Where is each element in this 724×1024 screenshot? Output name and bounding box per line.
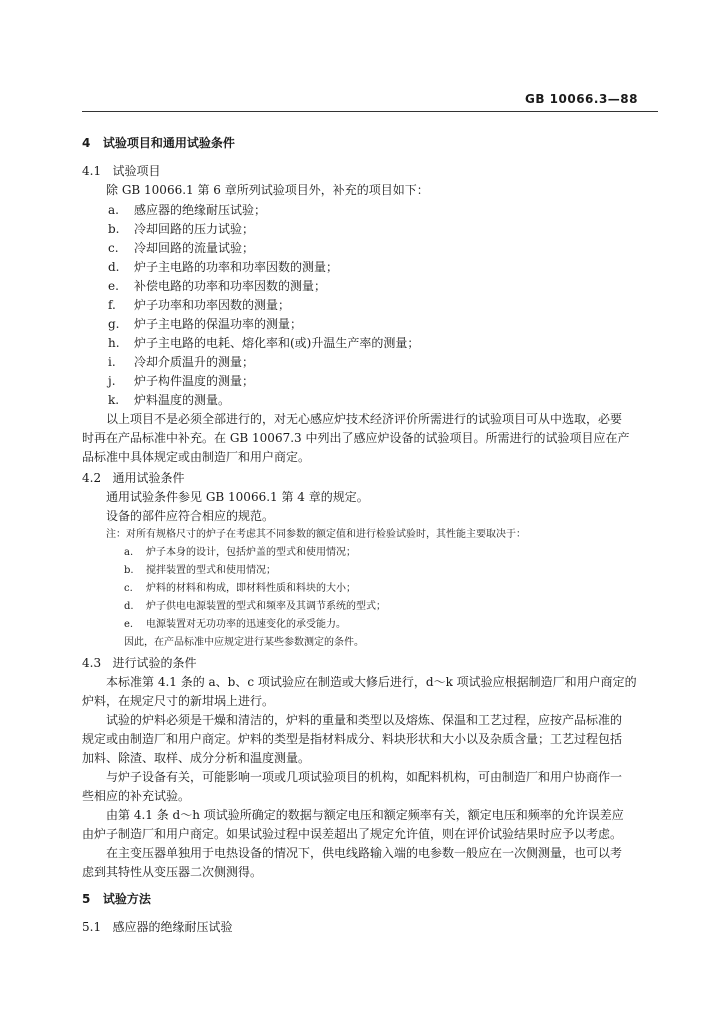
section-title: 进行试验的条件 [112, 656, 197, 670]
item-text: 冷却介质温升的测量； [134, 355, 255, 369]
item-label: c. [124, 583, 133, 594]
section-number: 4 [82, 136, 91, 150]
section-5-heading [82, 892, 151, 906]
section-title: 试验项目 [112, 164, 161, 178]
section-4-heading [82, 136, 235, 150]
item-label: f. [108, 298, 116, 312]
item-text: 炉料温度的测量。 [134, 393, 231, 407]
list-item [108, 203, 266, 217]
item-label: e. [108, 279, 119, 293]
paragraph-line: 试验的炉料必须是干燥和清洁的，炉料的重量和类型以及熔炼、保温和工艺过程，应按产品标准的 [106, 713, 623, 727]
note-item [124, 546, 356, 560]
item-label: g. [108, 317, 120, 331]
item-text: 炉子本身的设计，包括炉盖的型式和使用情况； [146, 547, 356, 558]
paragraph-line: 以上项目不是必须全部进行的，对无心感应炉技术经济评价所需进行的试验项目可从中选取，必要 [106, 412, 623, 426]
item-label: j. [108, 374, 116, 388]
section-4-1-intro: 除 GB 10066.1 第 6 章所列试验项目外，补充的项目如下： [106, 183, 429, 197]
section-number: 5 [82, 892, 91, 906]
item-label: b. [124, 565, 134, 576]
list-item [108, 317, 302, 331]
list-item [108, 393, 230, 407]
item-text: 感应器的绝缘耐压试验； [134, 203, 267, 217]
section-title: 通用试验条件 [112, 471, 185, 485]
item-text: 炉子主电路的功率和功率因数的测量； [134, 260, 339, 274]
paragraph-line: 设备的部件应符合相应的规范。 [106, 509, 275, 523]
item-text: 炉子构件温度的测量； [134, 374, 255, 388]
section-number: 4.2 [82, 471, 102, 485]
item-label: d. [124, 601, 134, 612]
section-4-1-heading [82, 164, 161, 178]
item-text: 炉子主电路的保温功率的测量； [134, 317, 303, 331]
list-item [108, 260, 338, 274]
paragraph-line: 通用试验条件参见 GB 10066.1 第 4 章的规定。 [106, 490, 369, 504]
list-item [108, 298, 290, 312]
item-text: 炉子主电路的电耗、熔化率和(或)升温生产率的测量； [134, 336, 420, 350]
item-label: a. [108, 203, 119, 217]
item-label: d. [108, 260, 120, 274]
item-label: h. [108, 336, 120, 350]
item-label: i. [108, 355, 116, 369]
paragraph-line: 在主变压器单独用于电热设备的情况下，供电线路输入端的电参数一般应在一次侧测量，也可以考 [106, 846, 623, 860]
note-end: 因此，在产品标准中应规定进行某些参数测定的条件。 [124, 637, 364, 648]
paragraph-line: 些相应的补充试验。 [82, 789, 191, 803]
list-item [108, 222, 254, 236]
paragraph-line: 品标准中具体规定或由制造厂和用户商定。 [82, 450, 311, 464]
paragraph-line: 炉料，在规定尺寸的新坩埚上进行。 [82, 694, 275, 708]
item-text: 炉子供电电源装置的型式和频率及其调节系统的型式； [146, 601, 386, 612]
item-label: c. [108, 241, 119, 255]
list-item [108, 241, 254, 255]
note-intro: 注：对所有规格尺寸的炉子在考虑其不同参数的额定值和进行检验试验时，其性能主要取决于： [106, 529, 526, 540]
note-item [124, 600, 386, 614]
paragraph-line: 时再在产品标准中补充。在 GB 10067.3 中列出了感应炉设备的试验项目。所需进行的试验项目应在产 [82, 431, 630, 445]
paragraph-line: 与炉子设备有关，可能影响一项或几项试验项目的机构，如配料机构，可由制造厂和用户协商作一 [106, 770, 623, 784]
section-title: 试验项目和通用试验条件 [102, 136, 235, 150]
section-number: 4.3 [82, 656, 102, 670]
note-item [124, 564, 276, 578]
paragraph-line: 本标准第 4.1 条的 a、b、c 项试验应在制造或大修后进行，d～k 项试验应根据制造厂和用户商定的 [106, 675, 637, 689]
list-item [108, 355, 254, 369]
section-title: 试验方法 [102, 892, 151, 906]
section-4-2-heading [82, 471, 185, 485]
list-item [108, 279, 326, 293]
header-rule [82, 111, 658, 112]
item-text: 炉料的材料和构成，即材料性质和料块的大小； [146, 583, 356, 594]
note-item [124, 582, 356, 596]
item-text: 电源装置对无功功率的迅速变化的承受能力。 [146, 619, 346, 630]
item-text: 冷却回路的流量试验； [134, 241, 255, 255]
note-item [124, 618, 346, 632]
paragraph-line: 加料、除渣、取样、成分分析和温度测量。 [82, 751, 311, 765]
paragraph-line: 规定或由制造厂和用户商定。炉料的类型是指材料成分、料块形状和大小以及杂质含量；工艺过程包括 [82, 732, 623, 746]
item-label: a. [124, 547, 134, 558]
item-label: b. [108, 222, 120, 236]
item-label: e. [124, 619, 134, 630]
item-text: 冷却回路的压力试验； [134, 222, 255, 236]
section-number: 5.1 [82, 920, 102, 934]
page-header: GB 10066.3—88 [524, 92, 638, 106]
item-text: 炉子功率和功率因数的测量； [134, 298, 291, 312]
section-title: 感应器的绝缘耐压试验 [112, 920, 233, 934]
paragraph-line: 由炉子制造厂和用户商定。如果试验过程中误差超出了规定允许值，则在评价试验结果时应予以考虑。 [82, 827, 623, 841]
item-label: k. [108, 393, 120, 407]
item-text: 补偿电路的功率和功率因数的测量； [134, 279, 327, 293]
item-text: 搅拌装置的型式和使用情况； [146, 565, 276, 576]
paragraph-line: 由第 4.1 条 d～h 项试验所确定的数据与额定电压和额定频率有关，额定电压和频率的允许误差应 [106, 808, 624, 822]
section-number: 4.1 [82, 164, 102, 178]
section-4-3-heading [82, 656, 197, 670]
paragraph-line: 虑到其特性从变压器二次侧测得。 [82, 865, 263, 879]
section-5-1-heading [82, 920, 233, 934]
list-item [108, 374, 254, 388]
list-item [108, 336, 419, 350]
